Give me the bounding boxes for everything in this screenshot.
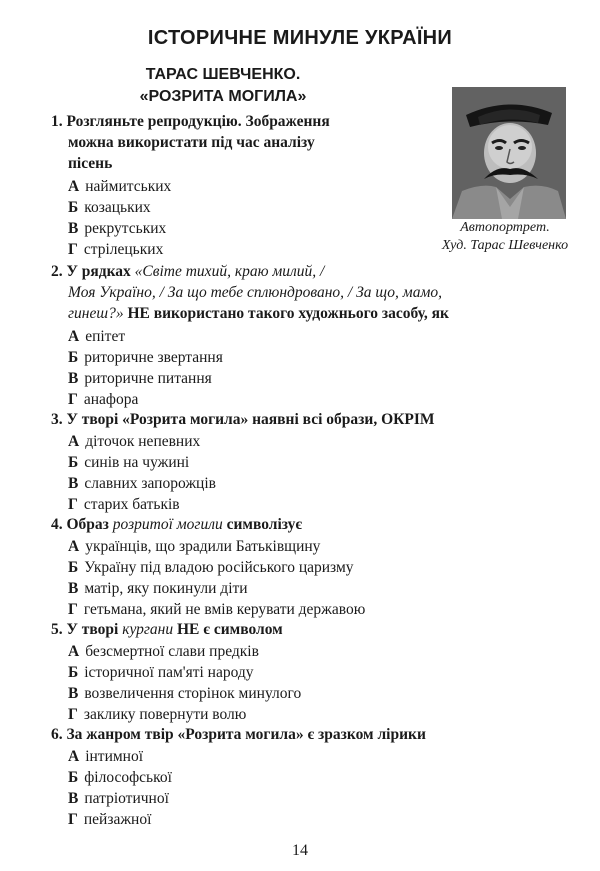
self-portrait-image (452, 87, 566, 219)
question-number: 5. (51, 621, 63, 638)
question-number: 1. (51, 113, 63, 130)
page-title: ІСТОРИЧНЕ МИНУЛЕ УКРАЇНИ (147, 27, 453, 49)
answer-option[interactable]: Г пейзажної (68, 811, 152, 828)
question-number: 6. (51, 726, 63, 743)
answer-option[interactable]: Г стрілецьких (68, 241, 164, 258)
answer-option[interactable]: А українців, що зрадили Батьківщину (68, 538, 321, 555)
question-text: Розгляньте репродукцію. Зображення (66, 113, 330, 130)
answer-option[interactable]: Г старих батьків (68, 496, 180, 513)
question-number: 3. (51, 411, 63, 428)
question-text: У творі «Розрита могила» наявні всі образи, ОКРІМ (66, 411, 435, 428)
question-number: 4. (51, 516, 63, 533)
answer-option[interactable]: В рекрутських (68, 220, 167, 237)
question-5: 5. У творі кургани НЕ є символом (51, 621, 283, 638)
portrait-caption-title: Автопортрет. (460, 220, 550, 235)
answer-option[interactable]: Б філософської (68, 769, 172, 786)
question-text: За жанром твір «Розрита могила» є зразком лірики (66, 726, 426, 743)
answer-option[interactable]: В возвеличення сторінок минулого (68, 685, 302, 702)
answer-option[interactable]: Б історичної пам'яті народу (68, 664, 254, 681)
question-6 (51, 725, 426, 745)
answer-option[interactable]: В риторичне питання (68, 370, 212, 387)
question-4: 4. Образ розритої могили символізує (51, 516, 303, 533)
question-2: 2. У рядках «Світе тихий, краю милий, / (51, 263, 325, 280)
answer-option[interactable]: Г анафора (68, 391, 139, 408)
answer-option[interactable]: Г гетьмана, який не вмів керувати державою (68, 601, 366, 618)
answer-option[interactable]: А безсмертної слави предків (68, 643, 259, 660)
answer-option[interactable]: Б козацьких (68, 199, 151, 216)
question-1-line-2: можна використати під час аналізу (68, 134, 315, 151)
answer-option[interactable]: Б риторичне звертання (68, 349, 223, 366)
question-2-line-3: гинеш?» НЕ використано такого художнього засобу, як (68, 305, 449, 322)
answer-option[interactable]: В патріотичної (68, 790, 169, 807)
answer-option[interactable]: Г заклику повернути волю (68, 706, 247, 723)
answer-option[interactable]: А епітет (68, 328, 126, 345)
quote-text: «Світе тихий, краю милий, / (134, 263, 325, 280)
portrait-illustration (452, 87, 566, 219)
answer-option[interactable]: Б синів на чужині (68, 454, 190, 471)
page-number: 14 (292, 842, 308, 859)
work-heading: «РОЗРИТА МОГИЛА» (139, 88, 307, 105)
answer-option[interactable]: В славних запорожців (68, 475, 216, 492)
question-2-line-2: Моя Україно, / За що тебе сплюндровано, / За що, мамо, (68, 284, 442, 301)
answer-option[interactable]: В матір, яку покинули діти (68, 580, 248, 597)
answer-option[interactable]: Б Україну під владою російського царизму (68, 559, 354, 576)
author-heading: ТАРАС ШЕВЧЕНКО. (145, 66, 301, 83)
question-1 (51, 112, 330, 132)
question-number: 2. (51, 263, 63, 280)
answer-option[interactable]: А інтимної (68, 748, 144, 765)
question-1-line-3: пісень (68, 155, 113, 172)
question-3 (51, 410, 435, 430)
portrait-caption-artist: Худ. Тарас Шевченко (441, 238, 569, 253)
answer-option[interactable]: А наймитських (68, 178, 172, 195)
answer-option[interactable]: А діточок непевних (68, 433, 201, 450)
